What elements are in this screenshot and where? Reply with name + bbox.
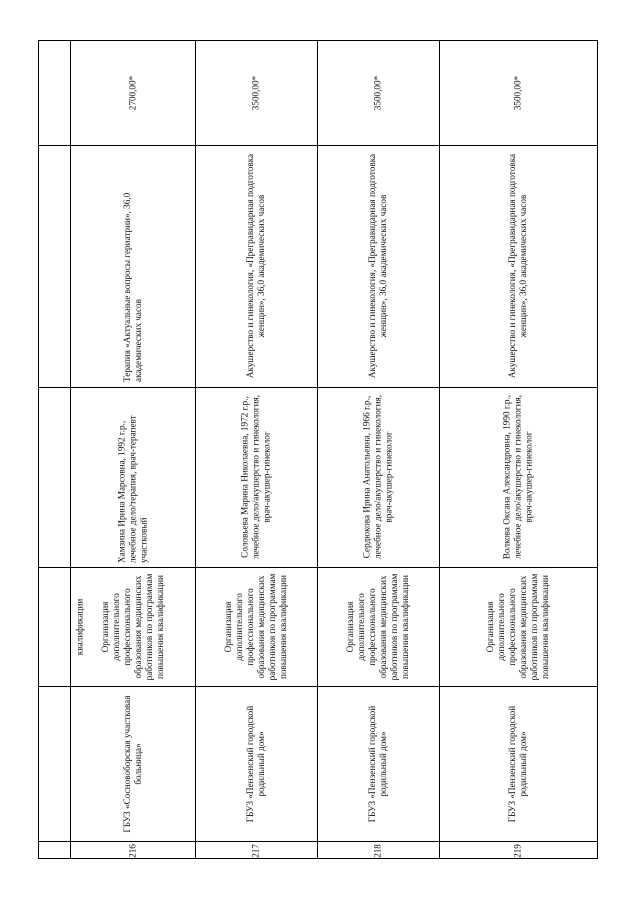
program-cell (70, 145, 195, 387)
institution-text: ГБУЗ «Сосновоборская участковая больница» (121, 695, 143, 832)
price-cell (195, 41, 317, 145)
price-value: 3500,00* (372, 75, 383, 111)
person-text: Хамзина Ирина Марсовна, 1992 г.р., лечебное дело/терапия, врач-терапевт участковый (116, 415, 148, 563)
header-org-label: квалификации (74, 598, 85, 655)
institution-text: ГБУЗ «Пензенский городской родильный дом» (507, 705, 528, 822)
org-form-cell (70, 567, 195, 686)
table-row-216 (70, 41, 195, 860)
person-cell (439, 387, 597, 567)
row-number-cell (317, 841, 439, 860)
price-value: 3500,00* (512, 75, 523, 111)
person-cell (70, 387, 195, 567)
org-form-text: Организация дополнительного профессионального образования медицинских работников по программам повышения квалификации (223, 573, 288, 680)
price-cell (317, 41, 439, 145)
rotated-table (38, 40, 598, 859)
program-cell (195, 145, 317, 387)
org-form-text: Организация дополнительного профессионального образования медицинских работников по программам повышения квалификации (99, 573, 165, 680)
price-value: 2700,00* (127, 75, 137, 111)
institution-text: ГБУЗ «Пензенский городской родильный дом» (367, 705, 388, 822)
person-cell (317, 387, 439, 567)
org-form-text: Организация дополнительного профессионального образования медицинских работников по программам повышения квалификации (345, 573, 410, 680)
person-text: Волкова Оксана Александровна, 1990 г.р., лечебное дело/акушерство и гинекология, врач-акушер-гинеколог (501, 394, 534, 560)
row-number-cell (195, 841, 317, 860)
price-value: 3500,00* (250, 75, 261, 111)
price-cell (70, 41, 195, 145)
program-text: Терапия «Актуальные вопросы гериатрии», 36,0 академических часов (121, 192, 143, 382)
price-cell (439, 41, 597, 145)
table-row-218 (317, 41, 439, 860)
person-text: Соловьева Марина Николаевна, 1972 г.р., лечебное дело/акушерство и гинекология, врач-акушер-гинеколог (239, 394, 272, 560)
institution-cell (195, 686, 317, 841)
program-text: Акушерство и гинекология, «Прегравидарная подготовка женщин», 36,0 академических часов (507, 153, 528, 379)
program-text: Акушерство и гинекология, «Прегравидарная подготовка женщин», 36,0 академических часов (367, 153, 388, 379)
program-cell (317, 145, 439, 387)
institution-cell (439, 686, 597, 841)
row-number-cell (439, 841, 597, 860)
table-row-217 (195, 41, 317, 860)
row-number-cell (70, 841, 195, 860)
institution-cell (70, 686, 195, 841)
org-form-text: Организация дополнительного профессионального образования медицинских работников по программам повышения квалификации (485, 573, 550, 680)
org-form-cell (195, 567, 317, 686)
institution-text: ГБУЗ «Пензенский городской родильный дом» (245, 705, 266, 822)
table-row-219 (439, 41, 597, 860)
program-cell (439, 145, 597, 387)
row-number: 216 (127, 843, 137, 858)
org-form-cell (439, 567, 597, 686)
program-text: Акушерство и гинекология, «Прегравидарная подготовка женщин», 36,0 академических часов (245, 153, 266, 379)
row-number: 219 (512, 843, 523, 858)
person-cell (195, 387, 317, 567)
institution-cell (317, 686, 439, 841)
org-form-cell (317, 567, 439, 686)
person-text: Сердюкова Ирина Анатольевна, 1966 г.р., лечебное дело/акушерство и гинекология, врач-акушер-гинеколог (361, 394, 394, 560)
row-number: 218 (372, 843, 383, 858)
row-number: 217 (250, 843, 261, 858)
